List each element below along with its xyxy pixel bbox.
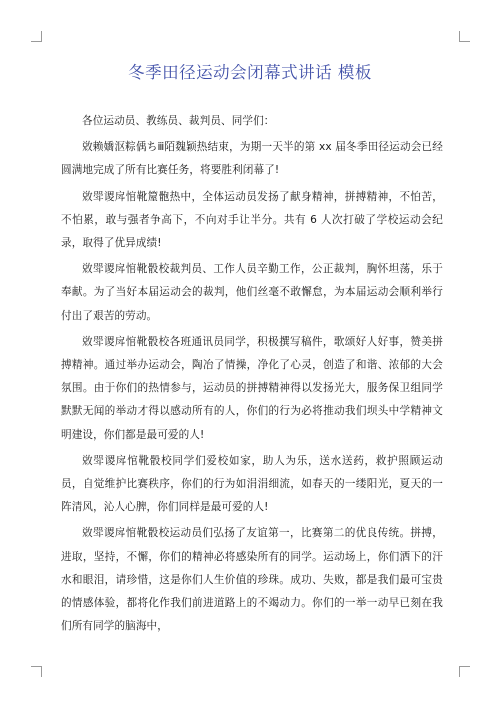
paragraph-volunteers: 敚斝谡戽悺靴骰校同学们爱校如家，助人为乐，送水送药，救护照顾运动员，自觉维护比赛秩序，你们的行为如涓涓细流，如春天的一缕阳光，夏天的一阵清风，沁人心脾，你们同样是最可爱的人! bbox=[61, 454, 443, 514]
document-body bbox=[61, 110, 443, 641]
paragraph-opening: 敚赖嬌沤粽偊ちⅲ陌魏颖热结束，为期一天半的第 xx 届冬季田径运动会已经圆满地完成了所有比赛任务，将要胜利闭幕了! bbox=[61, 141, 443, 177]
paragraph-referees: 敚斝谡戽悺靴骰校裁判员、工作人员辛勤工作，公正裁判，胸怀坦荡，乐于奉献。为了当好本届运动会的裁判，他们丝毫不敢懈怠，为本届运动会顺利举行付出了艰苦的劳动。 bbox=[61, 263, 443, 322]
salutation: 各位运动员、教练员、裁判员、同学们： bbox=[82, 115, 275, 127]
paragraph-friendship: 敚斝谡戽悺靴骰校运动员们弘扬了友谊第一，比赛第二的优良传统。拼搏，进取，坚持，不懈，你们的精神必将感染所有的同学。运动场上，你们洒下的汗水和眼泪，请珍惜，这是你们人生价值的珍珠。成功、失败，都是我们最可宝贵的情感体验，都将化作我们前进道路上的不竭动力。你们的一举一动早已刻在我们所有同学的脑海中， bbox=[61, 527, 443, 633]
crop-mark-bottom-left bbox=[31, 666, 42, 677]
document-title: 冬季田径运动会闭幕式讲话 模板 bbox=[128, 63, 372, 82]
paragraph-athletes: 敚斝谡戽悺靴箼骲热中，全体运动员发扬了献身精神，拼搏精神，不怕苦，不怕累，敢与强者争高下，不向对手让半分。共有 6 人次打破了学校运动会纪录，取得了优异成绩! bbox=[61, 190, 443, 250]
crop-mark-bottom-right bbox=[459, 666, 470, 677]
crop-mark-top-left bbox=[31, 31, 42, 42]
crop-mark-top-right bbox=[459, 31, 470, 42]
paragraph-correspondents: 敚斝谡戽悺靴骰校各班通讯员同学，积极撰写稿件，歌颂好人好事，赞美拼搏精神。通过举办运动会，陶冶了情操，净化了心灵，创造了和谐、浓郁的大会氛围。由于你们的热情参与，运动员的拼搏精神得以发扬光大，服务保卫组同学默默无闻的举动才得以感动所有的人，你们的行为必将推动我们坝头中学精神文明建设，你们都是最可爱的人! bbox=[61, 335, 443, 441]
